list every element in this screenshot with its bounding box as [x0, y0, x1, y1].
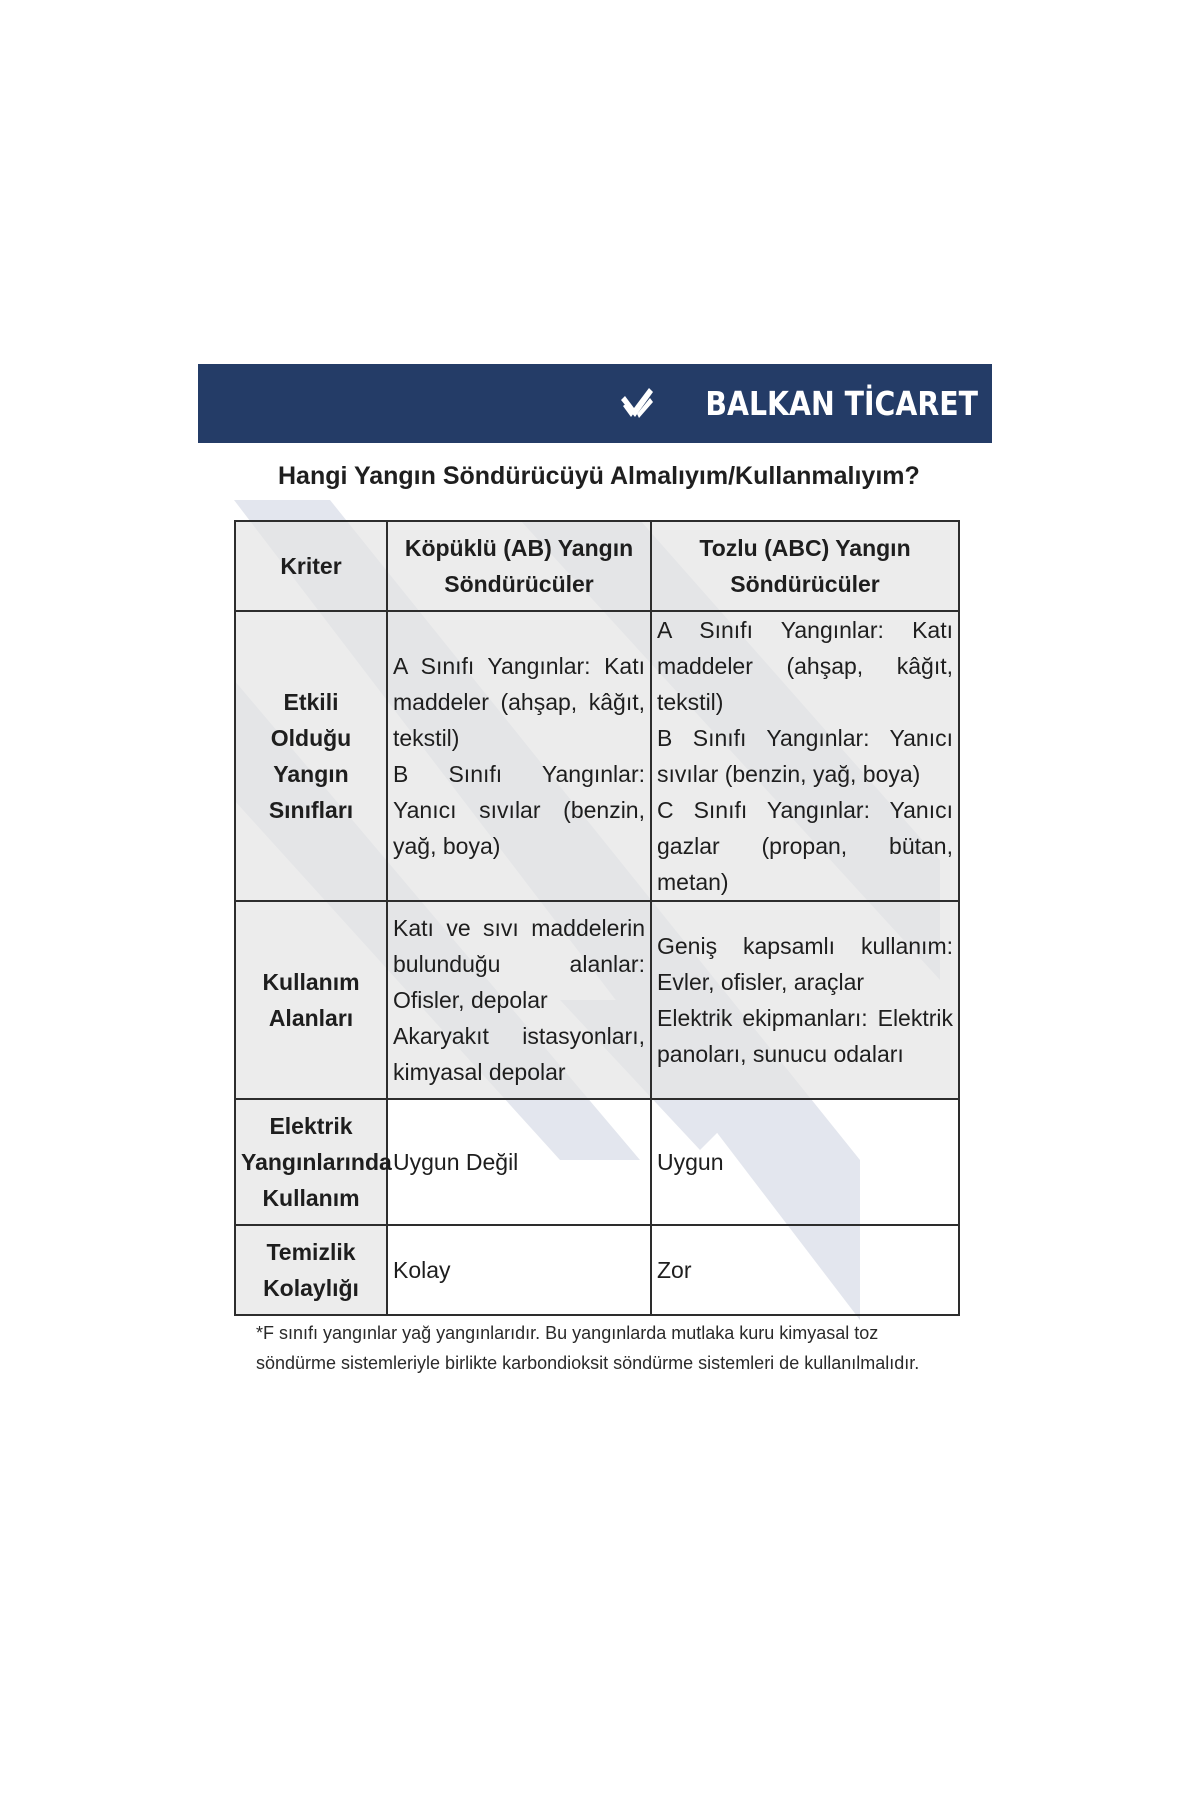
- cell-line: C Sınıfı Yangınlar: Yanıcı gazlar (propan, bütan, metan): [657, 797, 953, 895]
- document-title: Hangi Yangın Söndürücüyü Almalıyım/Kullanmalıyım?: [278, 462, 920, 490]
- table-row: [235, 1099, 959, 1225]
- cell-line: A Sınıfı Yangınlar: Katı maddeler (ahşap, kâğıt, tekstil): [657, 617, 953, 715]
- cell-line: Akaryakıt istasyonları, kimyasal depolar: [393, 1023, 645, 1085]
- criterion-cell: Kullanım Alanları: [235, 901, 387, 1099]
- powder-value-cell: [651, 1099, 959, 1225]
- cell-line: Kolay: [393, 1257, 451, 1283]
- table-row: [235, 901, 959, 1099]
- cell-line: Uygun: [657, 1149, 724, 1175]
- cell-line: Katı ve sıvı maddelerin bulunduğu alanlar: Ofisler, depolar: [393, 915, 645, 1013]
- criterion-cell: Etkili Olduğu Yangın Sınıfları: [235, 611, 387, 901]
- header-powder-extinguishers: Tozlu (ABC) Yangın Söndürücüler: [651, 521, 959, 611]
- header-criterion: Kriter: [235, 521, 387, 611]
- cell-line: A Sınıfı Yangınlar: Katı maddeler (ahşap, kâğıt, tekstil): [393, 653, 645, 751]
- cell-line: B Sınıfı Yangınlar: Yanıcı sıvılar (benzin, yağ, boya): [657, 725, 953, 787]
- footnote: *F sınıfı yangınlar yağ yangınlarıdır. Bu yangınlarda mutlaka kuru kimyasal toz söndürme sistemleriyle birlikte karbondioksit söndürme sistemleri de kullanılmalıdır.: [256, 1323, 920, 1373]
- criterion-cell: Temizlik Kolaylığı: [235, 1225, 387, 1315]
- criterion-cell: Elektrik Yangınlarında Kullanım: [235, 1099, 387, 1225]
- foam-value-cell: [387, 1225, 651, 1315]
- table-row: [235, 1225, 959, 1315]
- cell-line: Geniş kapsamlı kullanım: Evler, ofisler, araçlar: [657, 933, 953, 995]
- cell-line: Elektrik ekipmanları: Elektrik panoları, sunucu odaları: [657, 1005, 953, 1067]
- powder-value-cell: [651, 901, 959, 1099]
- foam-value-cell: [387, 611, 651, 901]
- powder-value-cell: [651, 611, 959, 901]
- foam-value-cell: [387, 1099, 651, 1225]
- powder-value-cell: [651, 1225, 959, 1315]
- cell-line: Zor: [657, 1257, 692, 1283]
- brand-name: BALKAN TİCARET: [705, 384, 978, 423]
- header-foam-extinguishers: Köpüklü (AB) Yangın Söndürücüler: [387, 521, 651, 611]
- cell-line: Uygun Değil: [393, 1149, 519, 1175]
- foam-value-cell: [387, 901, 651, 1099]
- table-row: [235, 611, 959, 901]
- comparison-table: [234, 520, 960, 1316]
- table-header-row: [235, 521, 959, 611]
- cell-line: B Sınıfı Yangınlar: Yanıcı sıvılar (benzin, yağ, boya): [393, 761, 645, 859]
